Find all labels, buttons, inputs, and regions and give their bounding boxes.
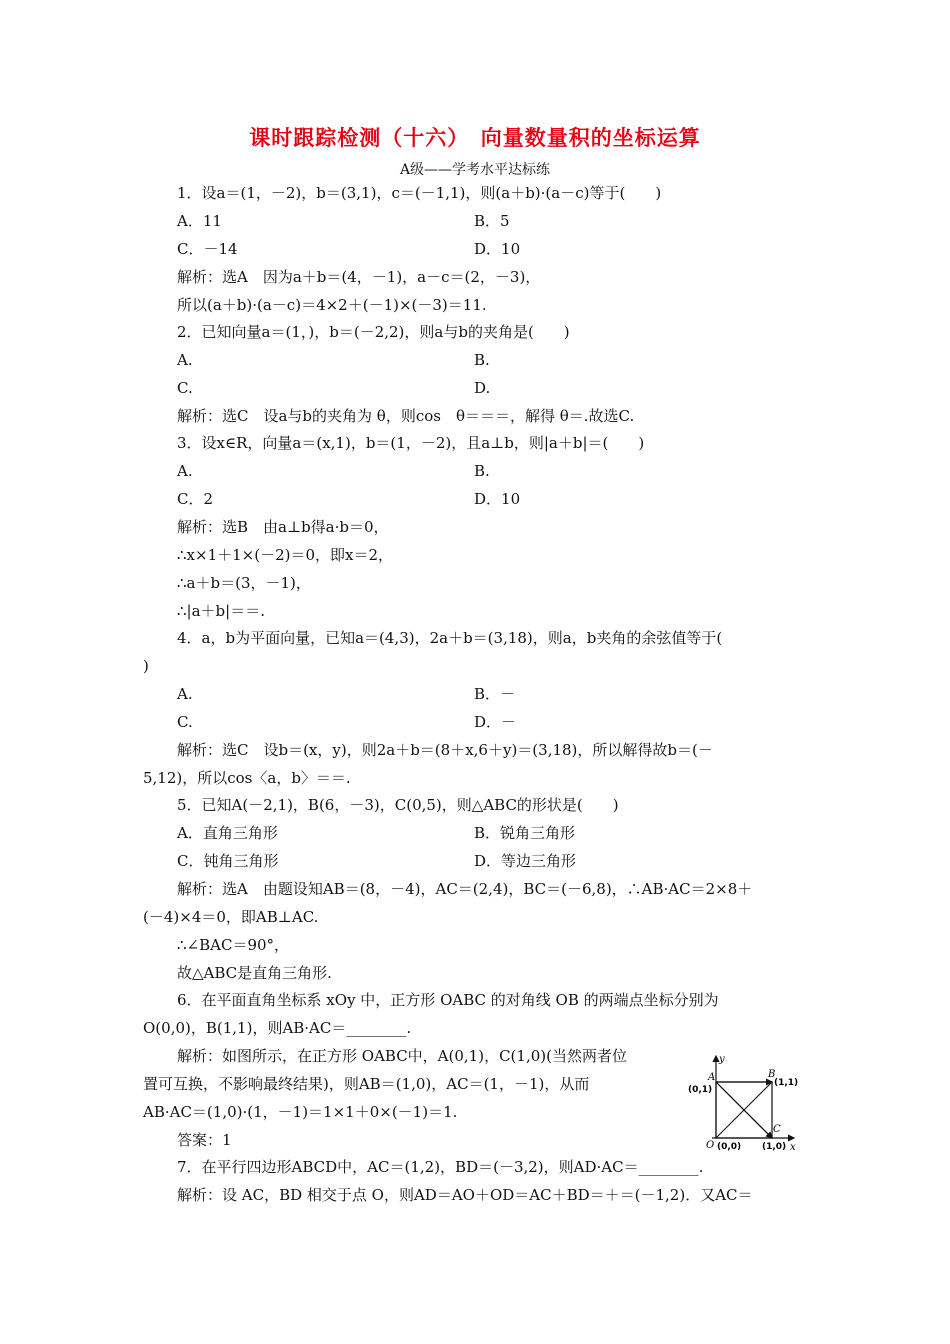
q7-solution: 解析：设 AC，BD 相交于点 O，则AD＝AO＋OD＝AC＋BD＝＋＝(－1,2)．又AC＝ — [177, 1186, 753, 1204]
q6-solution-3: AB·AC＝(1,0)·(1，－1)＝1×1＋0×(－1)＝1. — [143, 1103, 458, 1121]
q4-option-b: B．－ — [474, 685, 516, 703]
q4-solution-2: 5,12)，所以cos〈a，b〉＝＝. — [143, 769, 351, 787]
point-c-coord: (1,0) — [762, 1142, 787, 1152]
page-title: 课时跟踪检测（十六） 向量数量积的坐标运算 — [249, 126, 701, 150]
q5-solution-4: 故△ABC是直角三角形. — [177, 964, 332, 982]
q5-solution-3: ∴∠BAC＝90°， — [177, 936, 290, 954]
q4-option-c: C. — [177, 713, 193, 731]
q1-option-b: B．5 — [474, 212, 510, 230]
question-6-cont: O(0,0)，B(1,1)，则AB·AC＝________. — [143, 1019, 412, 1037]
q4-option-a: A. — [177, 685, 193, 703]
point-b-coord: (1,1) — [774, 1078, 798, 1088]
question-7: 7．在平行四边形ABCD中，AC＝(1,2)，BD＝(－3,2)，则AD·AC＝________. — [177, 1158, 704, 1176]
q4-option-d: D．－ — [474, 713, 517, 731]
q6-solution-2: 置可互换，不影响最终结果)，则AB＝(1,0)，AC＝(1，－1)，从而 — [143, 1075, 590, 1093]
x-axis-label: x — [790, 1142, 796, 1153]
point-b-label: B — [768, 1069, 776, 1080]
q5-option-d: D．等边三角形 — [474, 852, 577, 870]
question-4-cont: ) — [143, 657, 149, 675]
point-a-label: A — [708, 1072, 716, 1083]
q6-answer: 答案：1 — [177, 1131, 232, 1149]
q4-solution-1: 解析：选C 设b＝(x，y)，则2a＋b＝(8＋x,6＋y)＝(3,18)，所以解得故b＝(－ — [177, 741, 713, 759]
square-diagram — [686, 1052, 798, 1156]
section-subtitle: A级——学考水平达标练 — [399, 162, 551, 178]
q5-solution-2: (－4)×4＝0，即AB⊥AC. — [143, 908, 319, 926]
q2-solution: 解析：选C 设a与b的夹角为 θ，则cos θ＝＝＝，解得 θ＝.故选C. — [177, 407, 635, 425]
q6-solution-1: 解析：如图所示，在正方形 OABC中，A(0,1)，C(1,0)(当然两者位 — [177, 1047, 627, 1065]
q1-option-d: D．10 — [474, 240, 521, 258]
origin-label: O — [706, 1140, 715, 1151]
question-2: 2．已知向量a＝(1，)，b＝(－2,2)，则a与b的夹角是( ) — [177, 323, 570, 341]
q3-option-c: C．2 — [177, 490, 214, 508]
q3-solution-2: ∴x×1＋1×(－2)＝0，即x＝2， — [177, 546, 394, 564]
question-4: 4．a，b为平面向量，已知a＝(4,3)，2a＋b＝(3,18)，则a，b夹角的余弦值等于( — [177, 629, 723, 647]
point-a-coord: (0,1) — [688, 1085, 713, 1095]
origin-coord: (0,0) — [717, 1142, 742, 1152]
y-axis-label: y — [719, 1054, 725, 1065]
q5-option-a: A．直角三角形 — [177, 824, 278, 842]
q1-option-c: C．－14 — [177, 240, 238, 258]
question-5: 5．已知A(－2,1)，B(6，－3)，C(0,5)，则△ABC的形状是( ) — [177, 796, 619, 814]
q1-option-a: A．11 — [177, 212, 222, 230]
q2-option-a: A. — [177, 351, 193, 369]
q5-option-b: B．锐角三角形 — [474, 824, 576, 842]
q1-solution-2: 所以(a＋b)·(a－c)＝4×2＋(－1)×(－3)＝11. — [177, 296, 487, 314]
question-3: 3．设x∈R，向量a＝(x,1)，b＝(1，－2)，且a⊥b，则|a＋b|＝( ) — [177, 434, 645, 452]
q3-option-b: B. — [474, 462, 490, 480]
q1-solution-1: 解析：选A 因为a＋b＝(4，－1)，a－c＝(2，－3)， — [177, 268, 541, 286]
q3-solution-4: ∴|a＋b|＝＝. — [177, 602, 265, 620]
q2-option-c: C. — [177, 379, 193, 397]
q5-solution-1: 解析：选A 由题设知AB＝(8，－4)，AC＝(2,4)，BC＝(－6,8)，∴AB·AC＝2×8＋ — [177, 880, 753, 898]
q3-option-d: D．10 — [474, 490, 521, 508]
q3-solution-3: ∴a＋b＝(3，－1)， — [177, 574, 311, 592]
q2-option-d: D. — [474, 379, 491, 397]
q3-solution-1: 解析：选B 由a⊥b得a·b＝0， — [177, 518, 389, 536]
question-6: 6．在平面直角坐标系 xOy 中，正方形 OABC 的对角线 OB 的两端点坐标分别为 — [177, 991, 719, 1009]
q3-option-a: A. — [177, 462, 193, 480]
q2-option-b: B. — [474, 351, 490, 369]
question-1: 1．设a＝(1，－2)，b＝(3,1)，c＝(－1,1)，则(a＋b)·(a－c)等于( ) — [177, 184, 662, 202]
q5-option-c: C．钝角三角形 — [177, 852, 279, 870]
point-c-label: C — [773, 1124, 781, 1135]
